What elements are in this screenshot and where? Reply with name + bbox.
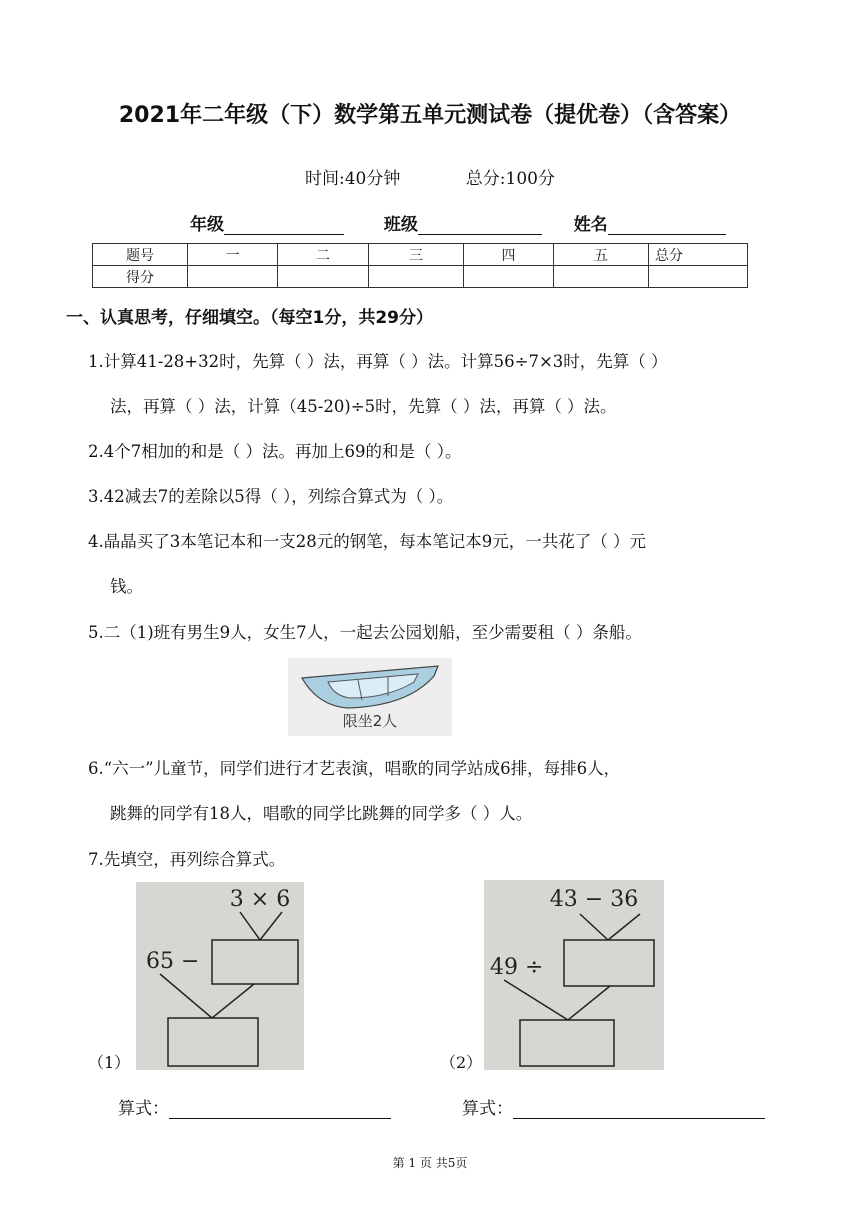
question-4-line-2: 钱。	[110, 577, 143, 596]
question-6-line-2: 跳舞的同学有18人，唱歌的同学比跳舞的同学多（ ）人。	[110, 804, 533, 823]
calc-diagram-2	[484, 880, 664, 1070]
diagram-1-label: （1）	[88, 1053, 131, 1072]
boat-caption: 限坐2人	[342, 712, 398, 730]
score-row-label: 得分	[93, 266, 188, 288]
diagram-1-left-expression: 65 −	[146, 949, 200, 974]
question-7: 7.先填空，再列综合算式。	[88, 850, 286, 869]
score-cell[interactable]	[188, 266, 278, 288]
boat-picture	[288, 658, 452, 736]
formula-2-label: 算式：	[462, 1099, 513, 1119]
page-footer: 第 1 页 共5页	[392, 1156, 468, 1170]
diagram-2-label: （2）	[440, 1053, 483, 1072]
score-table-header-row	[93, 244, 748, 266]
formula-1	[118, 1094, 391, 1119]
student-info-line	[190, 210, 726, 235]
header-cell: 三	[369, 244, 464, 266]
grade-label: 年级	[190, 215, 224, 235]
question-3: 3.42减去7的差除以5得（ ），列综合算式为（ ）。	[88, 487, 454, 506]
question-1-line-2: 法，再算（ ）法，计算（45-20)÷5时，先算（ ）法，再算（ ）法。	[110, 397, 617, 416]
grade-blank[interactable]	[224, 234, 344, 235]
time-label: 时间:40分钟	[305, 169, 401, 189]
header-cell: 一	[188, 244, 278, 266]
formula-1-answer-line[interactable]	[169, 1100, 391, 1119]
class-blank[interactable]	[418, 234, 542, 235]
score-cell[interactable]	[278, 266, 369, 288]
header-cell: 总分	[649, 244, 748, 266]
question-1-line-1: 1.计算41-28+32时，先算（ ）法，再算（ ）法。计算56÷7×3时，先算（ ）	[88, 352, 668, 371]
score-cell[interactable]	[649, 266, 748, 288]
name-blank[interactable]	[608, 234, 726, 235]
name-label: 姓名	[573, 215, 608, 235]
formula-2-answer-line[interactable]	[513, 1100, 765, 1119]
header-cell: 五	[554, 244, 649, 266]
diagram-1-top-expression: 3 × 6	[229, 887, 291, 912]
formula-2	[462, 1094, 765, 1119]
total-score-label: 总分:100分	[465, 169, 555, 189]
score-cell[interactable]	[554, 266, 649, 288]
diagram-2-top-expression: 43 − 36	[549, 887, 639, 912]
question-6-line-1: 6.“六一”儿童节，同学们进行才艺表演，唱歌的同学站成6排，每排6人，	[88, 759, 621, 778]
score-table	[92, 243, 748, 288]
class-label: 班级	[383, 215, 418, 235]
question-4-line-1: 4.晶晶买了3本笔记本和一支28元的钢笔，每本笔记本9元，一共花了（ ）元	[88, 532, 646, 551]
question-2: 2.4个7相加的和是（ ）法。再加上69的和是（ ）。	[88, 442, 462, 461]
header-cell: 题号	[93, 244, 188, 266]
score-cell[interactable]	[369, 266, 464, 288]
header-cell: 二	[278, 244, 369, 266]
score-table-score-row	[93, 266, 748, 288]
formula-1-label: 算式：	[118, 1099, 169, 1119]
section-1-heading: 一、认真思考，仔细填空。（每空1分，共29分）	[66, 308, 433, 328]
score-cell[interactable]	[464, 266, 554, 288]
time-info	[0, 164, 860, 189]
header-cell: 四	[464, 244, 554, 266]
calc-diagram-1	[136, 882, 304, 1070]
diagram-2-left-expression: 49 ÷	[490, 955, 544, 980]
question-5: 5.二（1)班有男生9人，女生7人，一起去公园划船，至少需要租（ ）条船。	[88, 623, 642, 642]
page-title: 2021年二年级（下）数学第五单元测试卷（提优卷）（含答案）	[118, 103, 742, 128]
